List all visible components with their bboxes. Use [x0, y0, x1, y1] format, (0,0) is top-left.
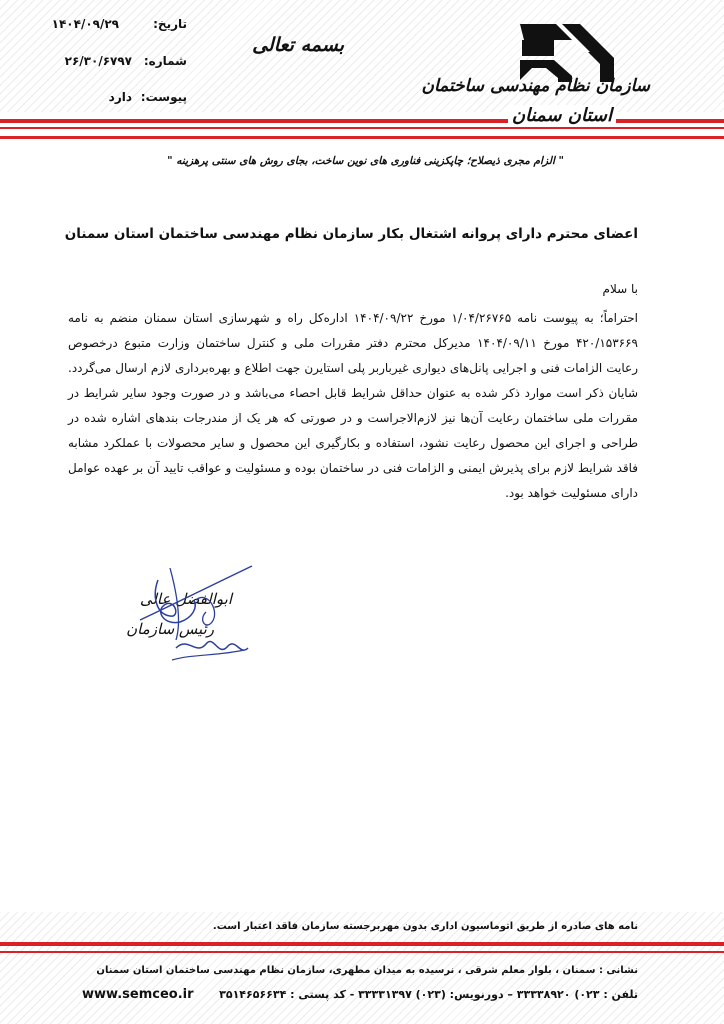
handwritten-signature — [136, 560, 260, 672]
basmala: بسمه تعالی — [252, 34, 344, 56]
signatory-title: رئیس سازمان — [126, 620, 214, 638]
letter-body: احتراماً؛ به پیوست نامه ۱/۰۴/۲۶۷۶۵ مورخ ۱۴۰۴/۰۹/۲۲ اداره‌کل راه و شهرسازی استان سمنان منضم به نامه ۴۲۰/۱۵۳۶۶۹ مورخ ۱۴۰۴/۰۹/۱۱ مدیرکل محترم دفتر مقررات ملی و کنترل ساختمان وزارت متبوع درخصوص رعایت الزامات فنی و اجرایی پانل‌های دیواری غیرباربر پلی استایرن جهت اطلاع و بهره‌برداری لازم ارسال می‌گردد. شایان ذکر است موارد ذکر شده به عنوان حداقل شرایط قابل احصاء می‌باشد و در صورت وجود سایر شرایط در مقررات ملی ساختمان رعایت آن‌ها نیز لازم‌الاجراست و در صورتی که هر یک از مندرجات بندهای اشاره شده در طراحی و اجرای این محصول رعایت نشود، استفاده و بکارگیری این محصول و سایر محصولات با عملکرد مشابه فاقد شرایط لازم برای پذیرش ایمنی و الزامات فنی در ساختمان بوده و مسئولیت و عواقب تایید آن بر عهده عوامل دارای مسئولیت خواهد بود. — [68, 311, 639, 500]
signatory-name: ابوالفضل عالی — [139, 590, 232, 608]
number-label: شماره: — [143, 54, 187, 68]
date-label: تاریخ: — [153, 17, 187, 31]
attachment-value: دارد — [108, 90, 132, 104]
recipient-line: اعضای محترم دارای پروانه اشتغال بکار سازمان نظام مهندسی ساختمان استان سمنان — [64, 226, 638, 242]
footer-disclaimer: نامه های صادره از طریق اتوماسیون اداری بدون مهربرجسته سازمان فاقد اعتبار است. — [212, 921, 638, 932]
footer-contact-row — [82, 988, 638, 1006]
footer-website[interactable]: www.semceo.ir — [82, 987, 194, 1002]
footer-address: نشانی : سمنان ، بلوار معلم شرقی ، نرسیده به میدان مطهری، سازمان نظام مهندسی ساختمان استان سمنان — [96, 965, 638, 976]
footer-red-rule — [0, 942, 724, 946]
greeting: با سلام — [602, 282, 638, 296]
organization-province: استان سمنان — [508, 105, 616, 126]
number-value: ۲۶/۳۰/۶۷۹۷ — [64, 54, 132, 68]
organization-name: سازمان نظام مهندسی ساختمان — [421, 76, 650, 96]
date-value: ۱۴۰۴/۰۹/۲۹ — [51, 17, 119, 31]
slogan: " الزام مجری ذیصلاح؛ چاپکزینی فناوری های نوین ساخت، بجای روش های سنتی پرهزینه " — [167, 155, 564, 167]
attachment-label: پیوست: — [140, 90, 187, 104]
footer-contact: تلفن : ۰۲۳) ۳۳۳۳۸۹۲۰ – دورنویس: (۰۲۳) ۳۳۳۳۱۳۹۷ - کد پستی : ۳۵۱۴۶۵۶۶۳۴ — [219, 988, 638, 1001]
footer-red-rule-thin — [0, 951, 724, 953]
